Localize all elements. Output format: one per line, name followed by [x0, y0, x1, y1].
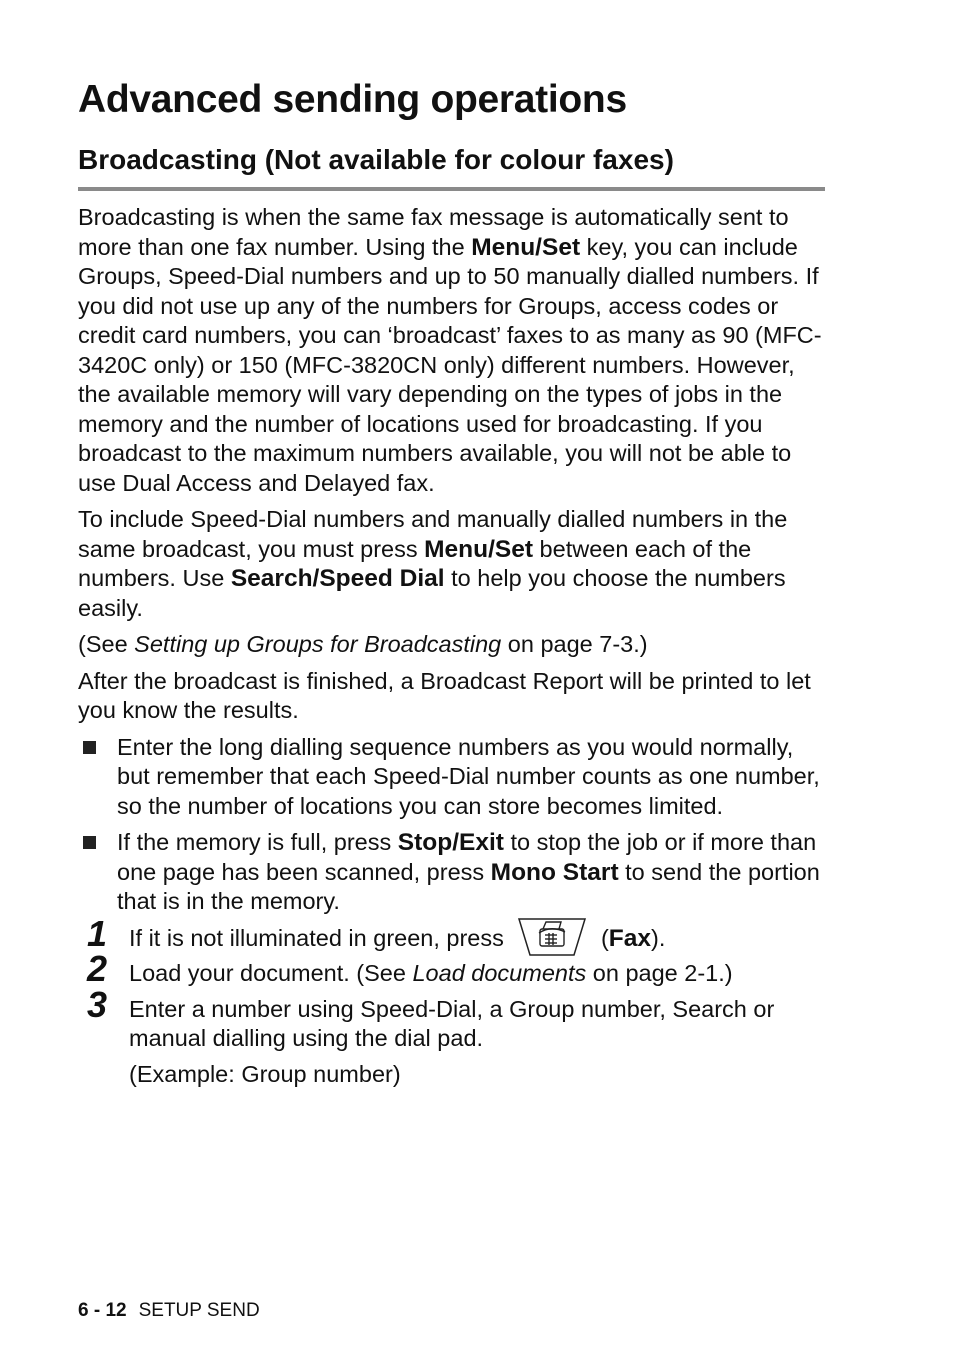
menu-set-key-label: Menu/Set: [471, 233, 581, 261]
text: between each of the numbers. Use: [78, 535, 752, 591]
text: on page 7-3.): [501, 631, 648, 657]
step-3: [78, 983, 828, 1054]
section-heading: Broadcasting (Not available for colour faxes): [78, 144, 674, 175]
paragraph-see-reference: [78, 630, 828, 660]
text: Broadcasting is when the same fax message is automatically sent to more than one fax number. Using the: [78, 204, 789, 260]
text: on page 2-1.): [586, 960, 733, 986]
text: (See: [78, 631, 135, 657]
text: Enter a number using Speed-Dial, a Group number, Search or manual dialling using the dial pad.: [129, 995, 775, 1051]
chapter-name: SETUP SEND: [138, 1300, 260, 1321]
bullet-item: [78, 733, 828, 822]
text: To include Speed-Dial numbers and manually dialled numbers in the same broadcast, you must press: [78, 506, 788, 562]
bullet-text: Enter the long dialling sequence numbers as you would normally, but remember that each Speed-Dial number counts as one number, so the number of locations you can store becomes limited.: [117, 733, 820, 819]
text: Load your document. (See: [129, 960, 413, 986]
stop-exit-key-label: Stop/Exit: [397, 829, 504, 856]
bullet-item: [78, 828, 828, 917]
text: ).: [651, 924, 666, 951]
text: If it is not illuminated in green, press: [129, 924, 504, 951]
step-number: 2: [87, 948, 108, 989]
square-bullet-icon: [83, 836, 96, 849]
page-number: 6 - 12: [78, 1300, 127, 1321]
example-note: (Example: Group number): [129, 1060, 401, 1087]
mono-start-key-label: Mono Start: [490, 858, 619, 886]
step-number: 1: [87, 912, 108, 954]
paragraph-broadcasting-intro: [78, 203, 828, 498]
section-divider: [78, 187, 825, 191]
page-footer: [78, 1300, 260, 1322]
text: to help you choose the numbers easily.: [78, 565, 786, 621]
step-number: 3: [87, 983, 108, 1025]
text: to send the portion that is in the memory.: [117, 858, 820, 914]
text: to stop the job or if more than one page has been scanned, press: [117, 829, 817, 885]
page-title: Advanced sending operations: [78, 78, 627, 121]
text: If the memory is full, press: [117, 829, 398, 855]
fax-key-label: Fax: [608, 924, 651, 952]
step-1: [78, 912, 828, 954]
menu-set-key-label: Menu/Set: [424, 535, 534, 563]
cross-reference: Setting up Groups for Broadcasting: [134, 631, 502, 657]
fax-key-icon: [516, 917, 588, 957]
body-content: [78, 203, 828, 1089]
search-speed-dial-key-label: Search/Speed Dial: [230, 565, 445, 592]
paragraph-speed-dial: [78, 505, 828, 623]
cross-reference: Load documents: [412, 960, 587, 986]
paragraph-broadcast-report: After the broadcast is finished, a Broadcast Report will be printed to let you know the results.: [78, 667, 811, 723]
text: key, you can include Groups, Speed-Dial numbers and up to 50 manually dialled numbers. If you did not use up any of the numbers for Groups, access codes or credit card numbers, you can ‘broadcast’ faxes to as many as 90 (MFC-3420C only) or 150 (MFC-3820CN only) different numbers. However, the available memory will vary depending on the types of jobs in the memory and the number of locations used for broadcasting. If you broadcast to the maximum numbers available, you will not be able to use Dual Access and Delayed fax.: [78, 233, 822, 496]
text: (: [594, 924, 609, 951]
step-2: [78, 948, 828, 989]
square-bullet-icon: [83, 741, 96, 754]
